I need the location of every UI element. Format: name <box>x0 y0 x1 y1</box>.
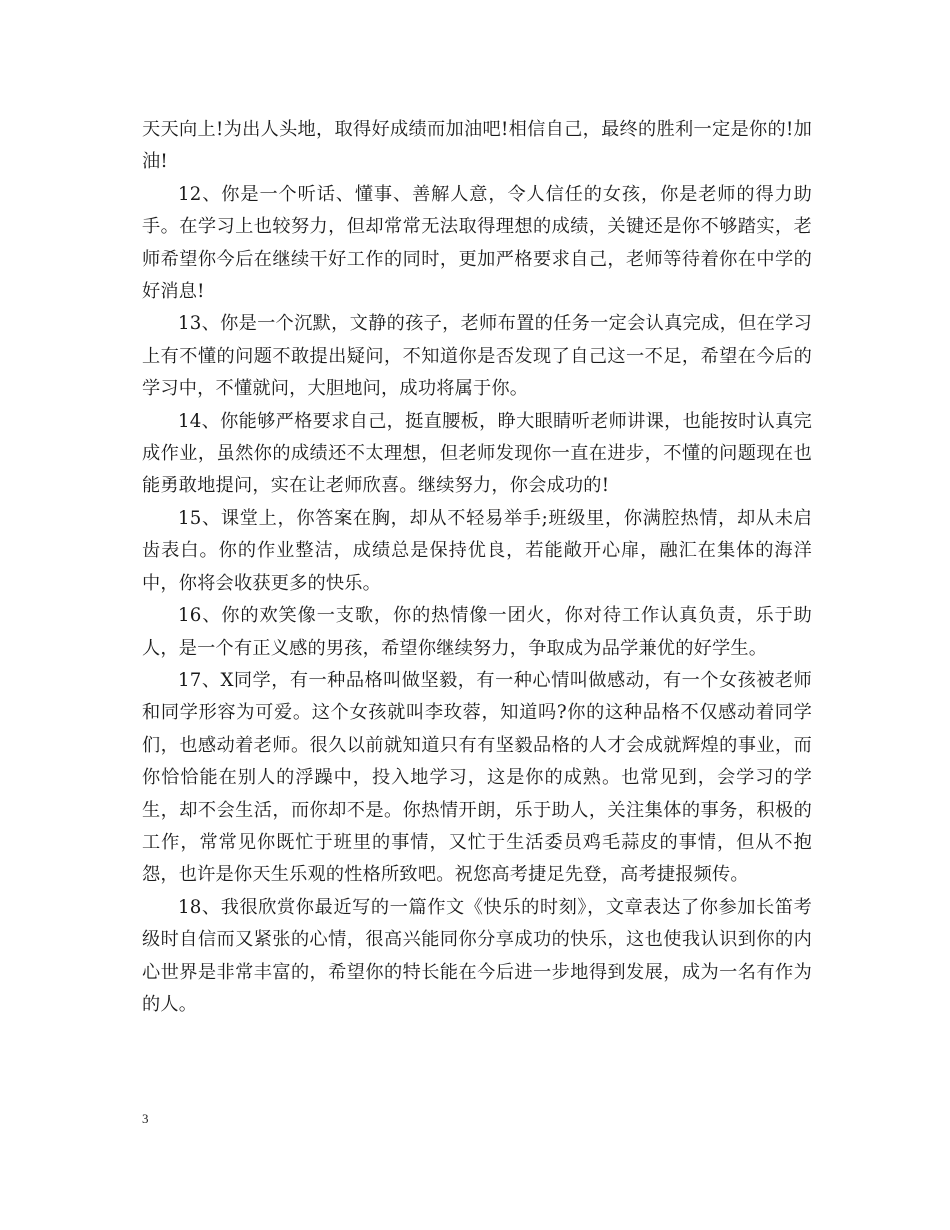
paragraph-comment-13: 13、你是一个沉默，文静的孩子，老师布置的任务一定会认真完成，但在学习上有不懂的问题不敢提出疑问，不知道你是否发现了自己这一不足，希望在今后的学习中，不懂就问，大胆地问，成功将属于你。 <box>142 313 812 400</box>
paragraph-comment-18: 18、我很欣赏你最近写的一篇作文《快乐的时刻》，文章表达了你参加长笛考级时自信而又紧张的心情，很高兴能同你分享成功的快乐，这也使我认识到你的内心世界是非常丰富的，希望你的特长能在今后进一步地得到发展，成为一名有作为的人。 <box>142 896 812 1015</box>
paragraph-comment-12: 12、你是一个听话、懂事、善解人意，令人信任的女孩，你是老师的得力助手。在学习上也较努力，但却常常无法取得理想的成绩，关键还是你不够踏实，老师希望你今后在继续干好工作的同时，更加严格要求自己，老师等待着你在中学的好消息! <box>142 183 812 303</box>
paragraph-comment-14: 14、你能够严格要求自己，挺直腰板，睁大眼睛听老师讲课，也能按时认真完成作业，虽然你的成绩还不太理想，但老师发现你一直在进步，不懂的问题现在也能勇敢地提问，实在让老师欣喜。继续努力，你会成功的! <box>142 410 812 497</box>
document-body <box>142 114 812 1021</box>
page-number: 3 <box>142 1111 149 1126</box>
paragraph-comment-15: 15、课堂上，你答案在胸，却从不轻易举手;班级里，你满腔热情，却从未启齿表白。你的作业整洁，成绩总是保持优良，若能敞开心扉，融汇在集体的海洋中，你将会收获更多的快乐。 <box>142 507 812 594</box>
paragraph-comment-16: 16、你的欢笑像一支歌，你的热情像一团火，你对待工作认真负责，乐于助人，是一个有正义感的男孩，希望你继续努力，争取成为品学兼优的好学生。 <box>142 605 812 659</box>
paragraph-continuation: 天天向上!为出人头地，取得好成绩而加油吧!相信自己，最终的胜利一定是你的!加油! <box>142 119 812 173</box>
paragraph-comment-17: 17、X同学，有一种品格叫做坚毅，有一种心情叫做感动，有一个女孩被老师和同学形容为可爱。这个女孩就叫李玫蓉，知道吗?你的这种品格不仅感动着同学们，也感动着老师。很久以前就知道只有有坚毅品格的人才会成就辉煌的事业，而你恰恰能在别人的浮躁中，投入地学习，这是你的成熟。也常见到，会学习的学生，却不会生活，而你却不是。你热情开朗，乐于助人，关注集体的事务，积极的工作，常常见你既忙于班里的事情，又忙于生活委员鸡毛蒜皮的事情，但从不抱怨，也许是你天生乐观的性格所致吧。祝您高考捷足先登，高考捷报频传。 <box>142 669 812 886</box>
